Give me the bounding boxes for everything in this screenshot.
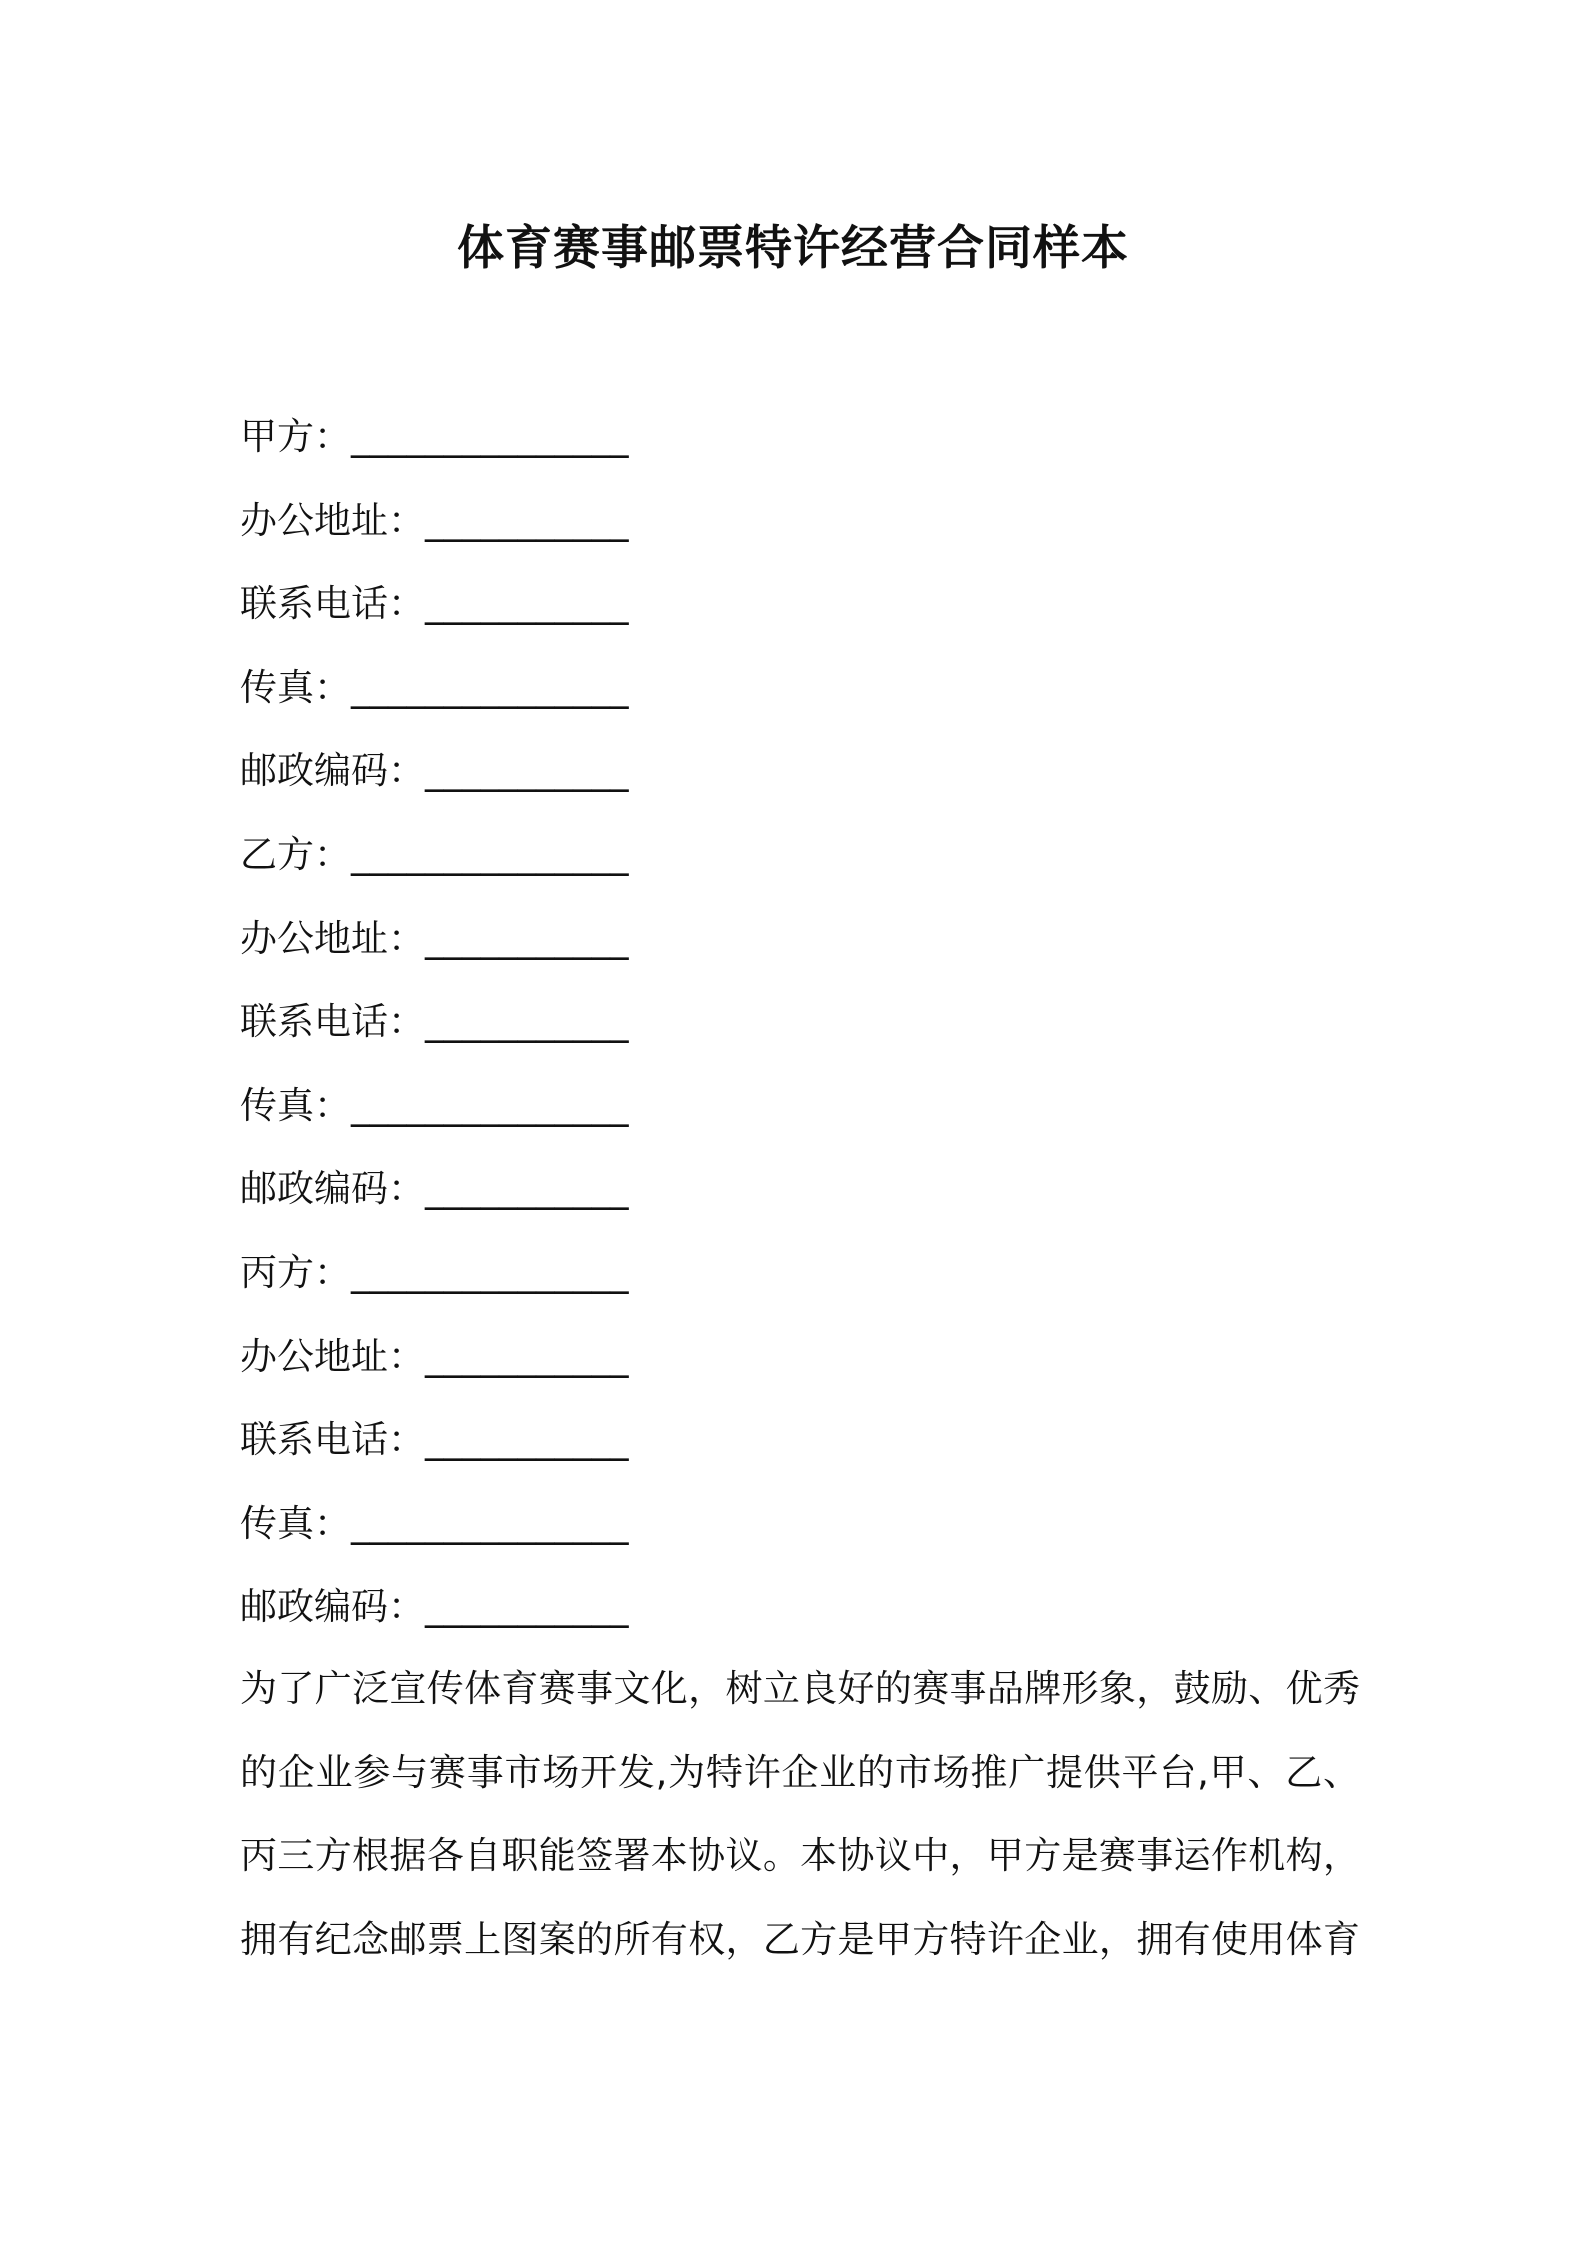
field-label: 联系电话： (240, 1418, 425, 1462)
party-info-fields (240, 400, 1390, 1654)
field-party-c-postcode (240, 1570, 1390, 1654)
field-party-a (240, 400, 1390, 484)
field-label: 丙方： (240, 1250, 351, 1294)
field-label: 办公地址： (240, 916, 425, 960)
fill-in-blank: ___________ (425, 749, 629, 793)
paragraph-line: 拥有纪念邮票上图案的所有权，乙方是甲方特许企业，拥有使用体育 (240, 1917, 1360, 1961)
field-label: 甲方： (240, 415, 351, 458)
field-label: 邮政编码： (240, 749, 425, 793)
fill-in-blank: _______________ (351, 1501, 629, 1545)
paragraph-line: 为了广泛宣传体育赛事文化，树立良好的赛事品牌形象，鼓励、优秀 (240, 1667, 1360, 1710)
fill-in-blank: ___________ (425, 1585, 629, 1629)
field-party-b-fax (240, 1069, 1390, 1153)
field-party-c-fax (240, 1487, 1390, 1571)
field-label: 办公地址： (240, 1334, 425, 1378)
field-party-a-postcode (240, 734, 1390, 818)
fill-in-blank: _______________ (351, 415, 629, 458)
fill-in-blank: ___________ (425, 498, 629, 542)
field-party-b-address (240, 902, 1390, 986)
field-label: 联系电话： (240, 582, 425, 626)
fill-in-blank: ___________ (425, 582, 629, 626)
field-party-a-phone (240, 567, 1390, 651)
field-party-b (240, 818, 1390, 902)
preamble-paragraph (240, 1652, 1360, 1986)
fill-in-blank: ___________ (425, 916, 629, 960)
field-label: 联系电话： (240, 1000, 425, 1044)
field-label: 邮政编码： (240, 1585, 425, 1629)
field-party-a-address (240, 484, 1390, 568)
fill-in-blank: ___________ (425, 1167, 629, 1211)
document-title: 体育赛事邮票特许经营合同样本 (457, 221, 1129, 276)
fill-in-blank: _______________ (351, 665, 629, 709)
paragraph-line: 丙三方根据各自职能签署本协议。本协议中，甲方是赛事运作机构， (240, 1834, 1360, 1878)
field-party-b-phone (240, 985, 1390, 1069)
field-party-a-fax (240, 651, 1390, 735)
field-party-c-address (240, 1320, 1390, 1404)
fill-in-blank: ___________ (425, 1000, 629, 1044)
fill-in-blank: _______________ (351, 1250, 629, 1294)
field-label: 传真： (240, 1083, 351, 1127)
field-party-b-postcode (240, 1152, 1390, 1236)
field-party-c-phone (240, 1403, 1390, 1487)
field-label: 传真： (240, 665, 351, 709)
field-label: 乙方： (240, 832, 351, 876)
field-party-c (240, 1236, 1390, 1320)
fill-in-blank: ___________ (425, 1334, 629, 1378)
paragraph-line: 的企业参与赛事市场开发,为特许企业的市场推广提供平台,甲、乙、 (240, 1750, 1360, 1794)
field-label: 邮政编码： (240, 1167, 425, 1211)
fill-in-blank: _______________ (351, 832, 629, 876)
field-label: 传真： (240, 1501, 351, 1545)
fill-in-blank: _______________ (351, 1083, 629, 1127)
field-label: 办公地址： (240, 498, 425, 542)
fill-in-blank: ___________ (425, 1418, 629, 1462)
